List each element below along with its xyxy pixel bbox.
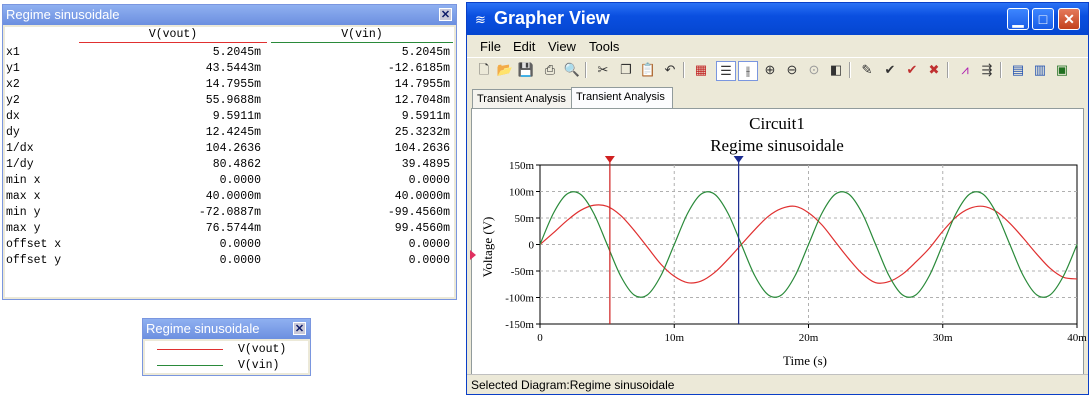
zoom-out-icon[interactable]: ⊖ [786,62,798,77]
y-tick-label: 100m [508,186,534,199]
cursor-readout-window [2,4,457,300]
x-tick-label: 40m [1067,332,1087,344]
cursor-row-label: min y [6,206,41,219]
paste-icon[interactable]: 📋 [639,62,657,77]
cut-icon[interactable]: ✂ [597,62,609,77]
x-tick-label: 20m [798,332,819,344]
vin-value: 12.7048m [394,94,450,107]
legend-window [142,318,311,376]
chart-title: Circuit1 [749,114,805,133]
menu-file[interactable]: File [480,39,501,54]
vout-value: 5.2045m [212,46,261,59]
y-tick-label: 0 [528,239,534,252]
y-axis-label: Voltage (V) [480,216,495,278]
select-trace-icon[interactable]: ✔ [884,62,896,77]
cursor-row-offset-x [5,237,454,253]
vin-value: 104.2636 [394,142,450,155]
reverse-colors-icon[interactable]: ⩘ [961,62,969,77]
x-tick-label: 30m [932,332,953,344]
vin-value: 99.4560m [394,222,450,235]
grapher-title: Grapher View [494,8,610,28]
x-tick-label: 10m [664,332,685,344]
legend-swatch-vin [157,365,223,366]
chart-subtitle: Regime sinusoidale [710,136,844,155]
chart-svg [472,109,1087,374]
copy-icon[interactable]: ❐ [620,62,632,77]
tab-transient-analysis-1[interactable]: Transient Analysis [472,89,574,108]
y-tick-label: 150m [508,160,534,172]
selected-diagram-marker-icon [470,250,476,260]
cursor-row-label: min x [6,174,41,187]
legend-list [145,341,308,373]
cursor-row-label: y1 [6,62,20,75]
cursor-row-1-dy [5,157,454,173]
status-text: Selected Diagram:Regime sinusoidale [471,378,675,392]
cursor-row-label: 1/dy [6,158,34,171]
x-tick-label: 0 [537,332,543,344]
toolbar [467,57,1088,82]
menu-view[interactable]: View [548,39,576,54]
plot-area[interactable] [471,108,1087,375]
toolbar-separator [683,62,685,78]
cursor-row-label: max x [6,190,41,203]
cursor-window-close-button[interactable]: ✕ [440,9,451,21]
print-icon[interactable]: ⎙ [544,62,556,77]
toolbar-separator [585,62,587,78]
cursor-row-offset-y [5,253,454,269]
vout-value: 76.5744m [205,222,261,235]
vout-value: 12.4245m [205,126,261,139]
vin-value: 0.0000 [408,174,450,187]
vout-value: 0.0000 [219,254,261,267]
vin-value: -12.6185m [387,62,450,75]
vout-value: 40.0000m [205,190,261,203]
close-button[interactable]: ✕ [1058,8,1080,30]
cursor-row-label: 1/dx [6,142,34,155]
cursor-row-label: x1 [6,46,20,59]
menu-tools[interactable]: Tools [589,39,620,54]
undo-icon[interactable]: ↶ [664,62,676,77]
cursor-row-1-dx [5,141,454,157]
export-lab-icon[interactable]: ▥ [1033,62,1047,77]
cursor-row-label: max y [6,222,41,235]
cursor-row-dy [5,125,454,141]
cursor-row-label: x2 [6,78,20,91]
y-tick-label: -50m [510,266,534,278]
vin-value: 0.0000 [408,254,450,267]
cursor-row-max-y [5,221,454,237]
cursor-row-label: dy [6,126,20,139]
toolbar-separator [947,62,949,78]
cursor-window-titlebar[interactable] [3,5,456,25]
zoom-fit-icon[interactable]: ⊙ [808,62,820,77]
vout-value: 0.0000 [219,238,261,251]
maximize-button[interactable]: □ [1032,8,1054,30]
edit-trace-icon[interactable]: ✔ [906,62,918,77]
grapher-titlebar[interactable] [467,3,1088,35]
menu-bar [467,35,1088,57]
overlay-icon[interactable]: ◧ [829,62,843,77]
vout-value: 0.0000 [219,174,261,187]
x-axis-label: Time (s) [783,353,827,368]
cursor-row-y1 [5,61,454,77]
grapher-app-icon: ≋ [475,12,486,27]
vin-value: 39.4895 [401,158,450,171]
legend-entry-vout [145,342,308,358]
vout-value: 55.9688m [205,94,261,107]
vout-value: 104.2636 [205,142,261,155]
vin-value: 40.0000m [394,190,450,203]
save-icon[interactable]: 💾 [517,62,535,77]
cursor-row-x1 [5,45,454,61]
minimize-button[interactable]: ▁ [1007,8,1029,30]
legend-window-close-button[interactable]: ✕ [294,323,305,335]
cursor-handle-1-icon [605,156,615,163]
legend-entry-vin [145,358,308,374]
vin-value: 9.5911m [401,110,450,123]
vout-value: -72.0887m [198,206,261,219]
cursors-icon[interactable]: ⫲ [738,61,758,81]
vin-value: 5.2045m [401,46,450,59]
new-icon[interactable]: 🗋 [478,62,490,77]
export-excel-icon[interactable]: ▤ [1011,62,1025,77]
column-header-vin: V(vin) [341,28,383,41]
legend-window-titlebar[interactable] [143,319,310,339]
cursor-row-min-y [5,205,454,221]
vout-value: 14.7955m [205,78,261,91]
status-bar [467,374,1088,394]
legend-swatch-vout [157,349,223,350]
y-tick-label: 50m [514,213,534,225]
vin-value: -99.4560m [387,206,450,219]
cursor-window-title: Regime sinusoidale [6,7,120,22]
grapher-view-window [466,2,1089,395]
legend-window-title: Regime sinusoidale [146,321,260,336]
legend-label-vin: V(vin) [238,359,280,372]
cursor-row-dx [5,109,454,125]
cursor-row-label: y2 [6,94,20,107]
vout-value: 43.5443m [205,62,261,75]
cursor-row-label: offset x [6,238,62,251]
tab-transient-analysis-2[interactable]: Transient Analysis [571,87,673,109]
vout-value: 80.4862 [212,158,261,171]
menu-edit[interactable]: Edit [513,39,536,54]
legend-icon[interactable]: ☰ [716,61,736,81]
cursor-row-min-x [5,173,454,189]
export-icon[interactable]: ⇶ [981,62,993,77]
print-preview-icon[interactable]: 🔍 [563,62,581,77]
cursor-handle-2-icon [734,156,744,163]
cursor-readout-table [5,27,454,297]
vin-value: 0.0000 [408,238,450,251]
properties-icon[interactable]: ✎ [861,62,873,77]
cursor-row-label: offset y [6,254,62,267]
vin-value: 25.3232m [394,126,450,139]
column-header-vout: V(vout) [148,28,198,41]
column-underline-vout [79,42,267,43]
delete-trace-icon[interactable]: ✖ [928,62,940,77]
y-tick-label: -100m [505,292,534,305]
vin-value: 14.7955m [394,78,450,91]
open-icon[interactable]: 📂 [496,62,514,77]
zoom-in-icon[interactable]: ⊕ [764,62,776,77]
cursor-row-y2 [5,93,454,109]
cursor-row-label: dx [6,110,20,123]
cursor-row-x2 [5,77,454,93]
vout-value: 9.5911m [212,110,261,123]
cursor-row-max-x [5,189,454,205]
grid-icon[interactable]: ▦ [694,62,708,77]
toolbar-separator [849,62,851,78]
column-underline-vin [271,42,453,43]
toolbar-separator [1000,62,1002,78]
y-tick-label: -150m [505,319,534,331]
export-mathcad-icon[interactable]: ▣ [1055,62,1069,77]
legend-label-vout: V(vout) [238,343,287,356]
